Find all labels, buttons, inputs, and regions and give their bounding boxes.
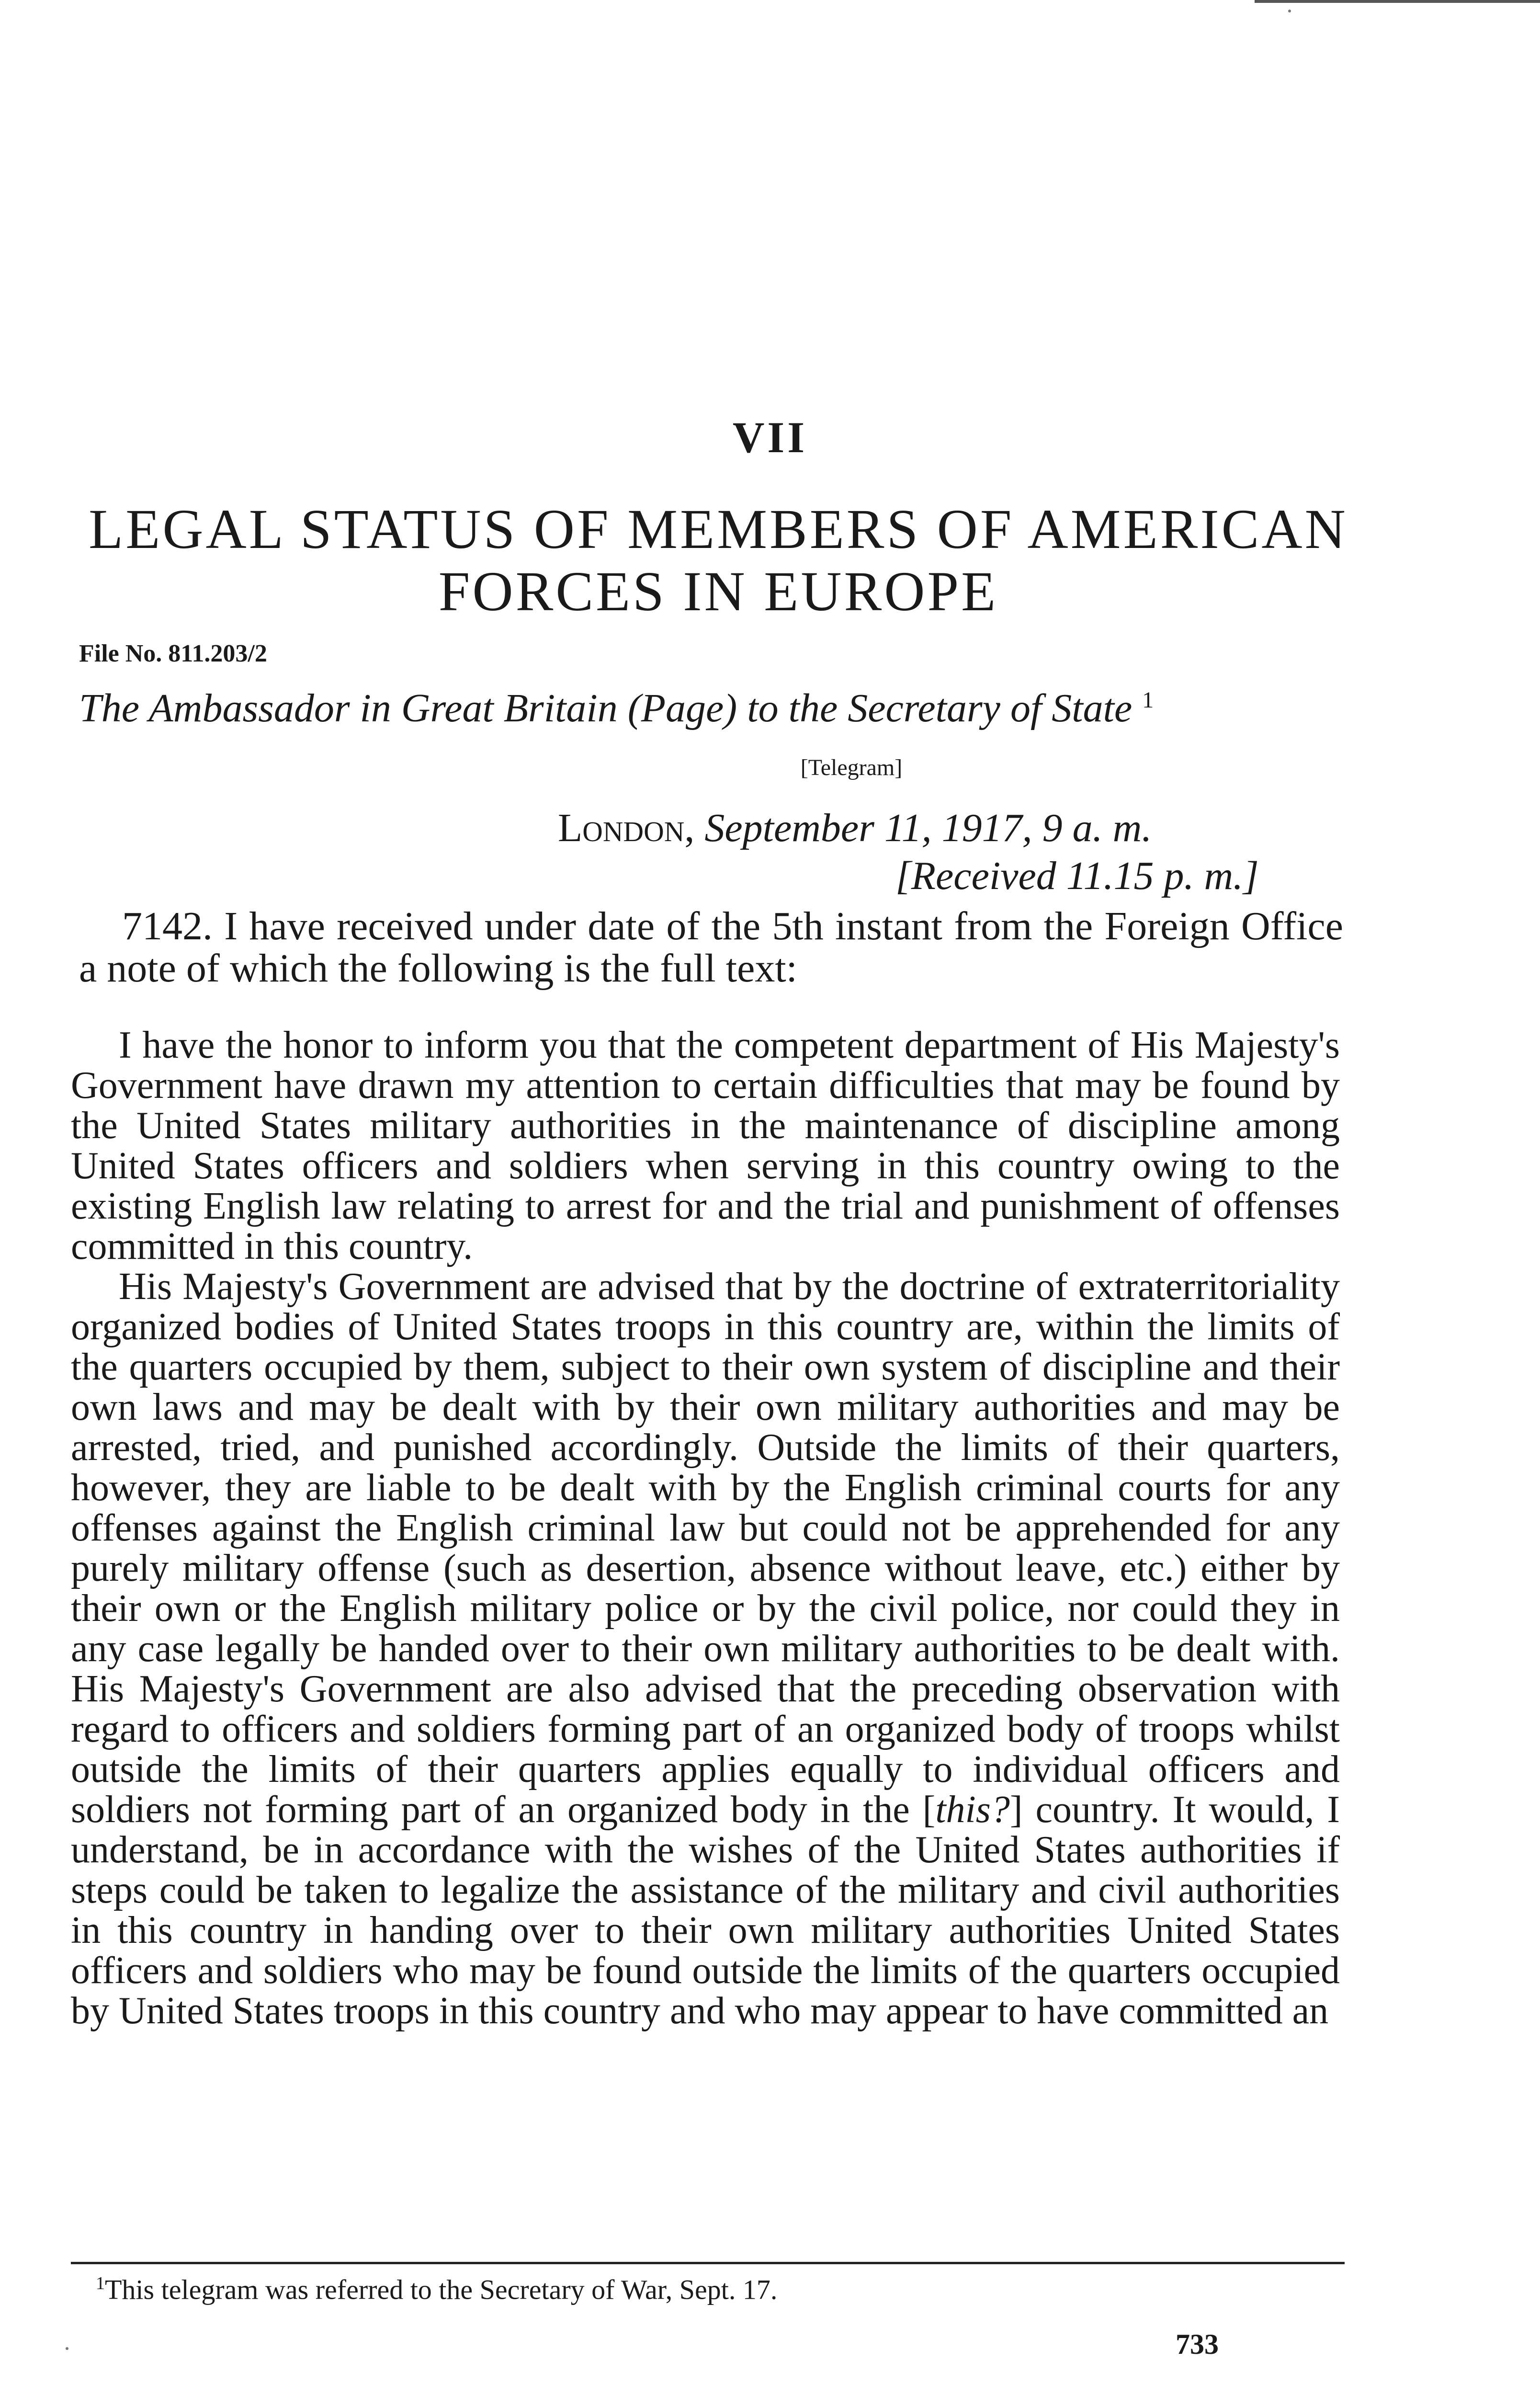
received-note: [Received 11.15 p. m.] [895, 854, 1259, 898]
footnote-marker: 1 [96, 2273, 105, 2293]
document-heading-text: The Ambassador in Great Britain (Page) to the Secretary of State [79, 686, 1132, 730]
footnote-reference: 1 [1142, 687, 1154, 713]
scan-speck [66, 2347, 68, 2350]
document-heading [79, 685, 1372, 731]
footnote-divider [71, 2262, 1345, 2264]
quoted-paragraph-2-before: His Majesty's Government are advised that by the doctrine of extraterritoriality organized bodies of United States troops in this country are, within the limits of the quarters occupied by them, subject to their own system of discipline and their own laws and may be dealt with by their own military authorities and may be arrested, tried, and punished accordingly. Outside the limits of their quarters, however, they are liable to be dealt with by the English criminal courts for any offenses against the English criminal law but could not be apprehended for any purely military offense (such as desertion, absence without leave, etc.) either by their own or the English military police or by the civil police, nor could they in any case legally be handed over to their own military authorities to be dealt with. His Majesty's Government are also advised that the preceding observation with regard to officers and soldiers forming part of an organized body of troops whilst outside the limits of their quarters applies equally to individual officers and soldiers not forming part of an organized body in the [ [71, 1266, 1340, 1831]
footnote-text: This telegram was referred to the Secretary of War, Sept. 17. [105, 2274, 778, 2305]
quoted-note [71, 1025, 1340, 2031]
dateline-place: London, [558, 806, 695, 850]
dateline-date: September 11, 1917, 9 a. m. [704, 806, 1152, 850]
dateline [558, 805, 1152, 851]
quoted-paragraph-2 [71, 1266, 1340, 2031]
page-number: 733 [1176, 2328, 1219, 2360]
telegram-label: [Telegram] [800, 755, 903, 780]
scan-speck [1288, 10, 1291, 12]
file-number: File No. 811.203/2 [79, 640, 267, 667]
editorial-insertion: this? [935, 1789, 1010, 1831]
scan-edge-mark [1255, 0, 1540, 3]
footnote [96, 2273, 777, 2305]
chapter-number: VII [732, 413, 808, 462]
quoted-paragraph-2-after: ] country. It would, I understand, be in accordance with the wishes of the United States authorities if steps could be taken to legalize the assistance of the military and civil authorities in this country in handing over to their own military authorities United States officers and soldiers who may be found outside the limits of the quarters occupied by United States troops in this country and who may appear to have committed an [71, 1789, 1340, 2032]
quoted-paragraph-1: I have the honor to inform you that the competent department of His Majesty's Government have drawn my attention to certain difficulties that may be found by the United States military authorities in the maintenance of discipline among United States officers and soldiers when serving in this country owing to the existing English law relating to arrest for and the trial and punishment of offenses committed in this country. [71, 1024, 1340, 1267]
chapter-title: LEGAL STATUS OF MEMBERS OF AMERICAN FORCES IN EUROPE [89, 498, 1348, 623]
intro-paragraph: 7142. I have received under date of the 5th instant from the Foreign Office a note of which the following is the full text: [79, 904, 1343, 991]
